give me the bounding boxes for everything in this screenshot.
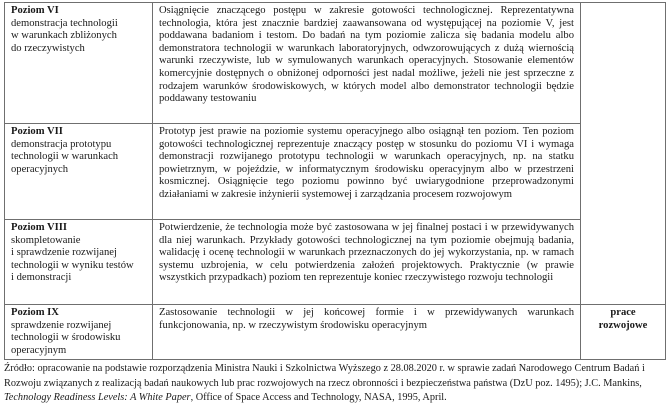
source-tail: , Office of Space Access and Technology, NASA, 1995, April. (190, 392, 447, 404)
category-cell (581, 3, 666, 305)
level-cell (5, 305, 153, 360)
table-row (5, 305, 666, 360)
table-row (5, 220, 666, 305)
level-cell (5, 3, 153, 124)
description-cell: Prototyp jest prawie na poziomie systemu operacyjnego albo osiągnął ten poziom. Ten poziom gotowości technologicznej reprezentuje znaczący postęp w stosunku do poziomu VI i wymaga demonstracji rozwijanego prototypu technologii w warunkach operacyjnych, np. na statku powietrznym, w pojeździe, w informatycznym środowisku operacyjnym albo w przestrzeni kosmicznej. Osiągnięcie tego poziomu powinno być uwiarygodnione przeprowadzonymi działaniami w zakresie inżynierii systemowej i zarządzania procesem rozwojowym (153, 124, 581, 220)
level-name: Poziom VIII (11, 222, 68, 233)
table-row (5, 3, 666, 124)
level-label: skompletowanie i sprawdzenie rozwijanej technologii w wyniku testów i demonstracji (11, 234, 134, 284)
description-cell: Potwierdzenie, że technologia może być zastosowana w jej finalnej postaci i w przewidywanych dla niej warunkach. Przykłady gotowości technologicznej na tym poziomie obejmują badania, walidację i ocenę technologii w warunkach przeznaczonych do jej wykorzystania, np. w ramach systemu uzbrojenia, w celu potwierdzenia założeń projektowych. Praktycznie (w prawie wszystkich przypadkach) poziom ten reprezentuje koniec rzeczywistego rozwoju technologii (153, 220, 581, 305)
category-cell: prace rozwojowe (581, 305, 666, 360)
level-label: demonstracja technologii w warunkach zbliżonych do rzeczywistych (11, 17, 118, 54)
source-text: Źródło: opracowanie na podstawie rozporządzenia Ministra Nauki i Szkolnictwa Wyższego z 28.08.2020 r. w sprawie zadań Narodowego Centrum Badań i Rozwoju związanych z realizacją badań naukowych lub prac rozwojowych na rzecz obronności i bezpieczeństwa państwa (DzU poz. 1495); J.C. Mankins, (4, 363, 645, 389)
table-row (5, 124, 666, 220)
level-name: Poziom IX (11, 307, 59, 318)
description-cell: Zastosowanie technologii w jej końcowej formie i w przewidywanych warunkach funkcjonowania, np. w rzeczywistym środowisku operacyjnym (153, 305, 581, 360)
level-cell (5, 220, 153, 305)
level-label: demonstracja prototypu technologii w warunkach operacyjnych (11, 138, 119, 175)
level-name: Poziom VII (11, 126, 63, 137)
level-cell (5, 124, 153, 220)
description-cell: Osiągnięcie znaczącego postępu w zakresie gotowości technologicznej. Reprezentatywna technologia, która jest znacznie bardziej zaawansowana od występującej na poziomie V, jest poddawana badaniom i testom. Do badań na tym poziomie zalicza się badania modelu albo demonstratora technologii w warunkach laboratoryjnych, odwzorowujących z dużą wiernością warunki rzeczywiste, lub w symulowanych warunkach operacyjnych. Stosowanie elementów komercyjnie dostępnych o obniżonej odporności jest nadal możliwe, jeżeli nie jest sprzeczne z rodzajem warunków środowiskowych, w których model albo demonstrator technologii będzie poddawany testowaniu (153, 3, 581, 124)
source-title: Technology Readiness Levels: A White Paper (4, 392, 191, 404)
source-note (4, 362, 664, 406)
trl-table (4, 2, 666, 360)
level-name: Poziom VI (11, 5, 59, 16)
level-label: sprawdzenie rozwijanej technologii w środowisku operacyjnym (11, 319, 121, 356)
